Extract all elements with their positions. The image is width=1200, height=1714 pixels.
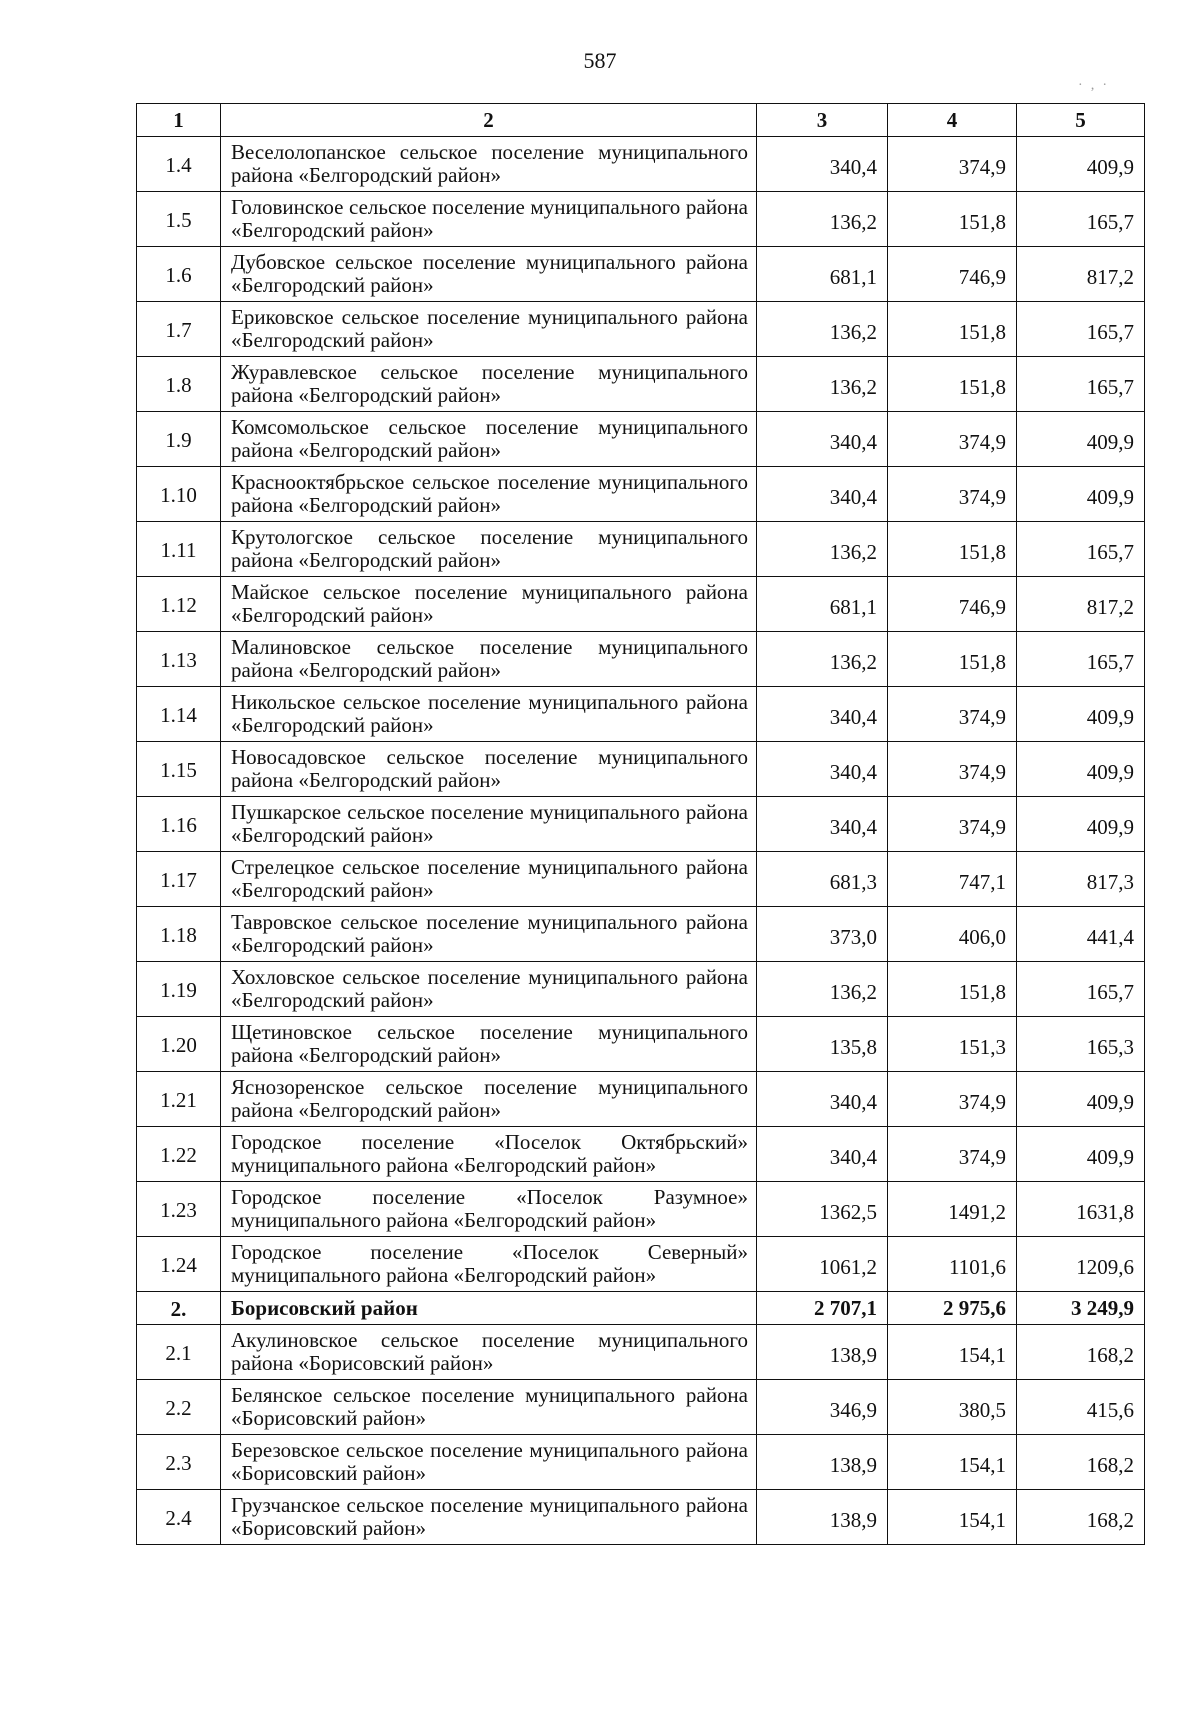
row-value-col-5: 409,9 xyxy=(1017,797,1145,852)
row-number: 1.4 xyxy=(137,137,221,192)
row-value-col-4: 151,8 xyxy=(888,302,1017,357)
header-row xyxy=(137,104,1145,137)
row-name: Головинское сельское поселение муниципального района «Белгородский район» xyxy=(221,192,757,247)
table-row xyxy=(137,357,1145,412)
table-row xyxy=(137,137,1145,192)
row-value-col-5: 409,9 xyxy=(1017,137,1145,192)
row-number: 1.15 xyxy=(137,742,221,797)
row-number: 2.1 xyxy=(137,1325,221,1380)
row-value-col-4: 374,9 xyxy=(888,742,1017,797)
row-number: 1.6 xyxy=(137,247,221,302)
row-number: 1.7 xyxy=(137,302,221,357)
row-name: Яснозоренское сельское поселение муниципального района «Белгородский район» xyxy=(221,1072,757,1127)
row-value-col-3: 340,4 xyxy=(757,687,888,742)
row-name: Краснооктябрьское сельское поселение муниципального района «Белгородский район» xyxy=(221,467,757,522)
row-value-col-3: 136,2 xyxy=(757,192,888,247)
row-value-col-3: 346,9 xyxy=(757,1380,888,1435)
row-number: 1.8 xyxy=(137,357,221,412)
row-name: Хохловское сельское поселение муниципального района «Белгородский район» xyxy=(221,962,757,1017)
row-value-col-3: 340,4 xyxy=(757,797,888,852)
row-value-col-5: 165,7 xyxy=(1017,632,1145,687)
row-value-col-4: 151,3 xyxy=(888,1017,1017,1072)
row-number: 1.20 xyxy=(137,1017,221,1072)
row-value-col-4: 151,8 xyxy=(888,632,1017,687)
row-value-col-3: 136,2 xyxy=(757,522,888,577)
row-number: 1.13 xyxy=(137,632,221,687)
row-value-col-5: 817,2 xyxy=(1017,247,1145,302)
row-value-col-5: 168,2 xyxy=(1017,1435,1145,1490)
table-row xyxy=(137,1127,1145,1182)
row-value-col-5: 168,2 xyxy=(1017,1325,1145,1380)
table-header xyxy=(137,104,1145,137)
row-number: 1.21 xyxy=(137,1072,221,1127)
row-value-col-4: 374,9 xyxy=(888,1072,1017,1127)
scan-artifact: · ‚ · xyxy=(1078,78,1109,93)
row-value-col-5: 165,7 xyxy=(1017,522,1145,577)
row-value-col-5: 409,9 xyxy=(1017,687,1145,742)
table-row xyxy=(137,1325,1145,1380)
row-value-col-4: 746,9 xyxy=(888,247,1017,302)
row-value-col-5: 1631,8 xyxy=(1017,1182,1145,1237)
row-value-col-5: 409,9 xyxy=(1017,742,1145,797)
row-value-col-3: 681,1 xyxy=(757,577,888,632)
table-row xyxy=(137,577,1145,632)
row-number: 1.11 xyxy=(137,522,221,577)
row-number: 2.4 xyxy=(137,1490,221,1545)
row-value-col-4: 2 975,6 xyxy=(888,1292,1017,1325)
row-value-col-3: 681,3 xyxy=(757,852,888,907)
table-row xyxy=(137,1435,1145,1490)
row-value-col-3: 136,2 xyxy=(757,357,888,412)
row-value-col-4: 374,9 xyxy=(888,137,1017,192)
row-value-col-5: 409,9 xyxy=(1017,1127,1145,1182)
table-row xyxy=(137,962,1145,1017)
row-number: 1.12 xyxy=(137,577,221,632)
row-value-col-5: 165,3 xyxy=(1017,1017,1145,1072)
row-value-col-3: 340,4 xyxy=(757,1072,888,1127)
table-row xyxy=(137,247,1145,302)
row-number: 1.5 xyxy=(137,192,221,247)
row-name: Малиновское сельское поселение муниципального района «Белгородский район» xyxy=(221,632,757,687)
row-value-col-5: 1209,6 xyxy=(1017,1237,1145,1292)
table-row xyxy=(137,852,1145,907)
row-value-col-4: 154,1 xyxy=(888,1435,1017,1490)
table-row xyxy=(137,797,1145,852)
row-name: Новосадовское сельское поселение муниципального района «Белгородский район» xyxy=(221,742,757,797)
row-number: 1.24 xyxy=(137,1237,221,1292)
row-name: Щетиновское сельское поселение муниципального района «Белгородский район» xyxy=(221,1017,757,1072)
table-row xyxy=(137,1380,1145,1435)
row-value-col-3: 2 707,1 xyxy=(757,1292,888,1325)
row-name: Городское поселение «Поселок Разумное» муниципального района «Белгородский район» xyxy=(221,1182,757,1237)
row-name: Стрелецкое сельское поселение муниципального района «Белгородский район» xyxy=(221,852,757,907)
row-value-col-5: 168,2 xyxy=(1017,1490,1145,1545)
row-value-col-4: 374,9 xyxy=(888,1127,1017,1182)
row-value-col-5: 3 249,9 xyxy=(1017,1292,1145,1325)
table-row xyxy=(137,522,1145,577)
table-body xyxy=(137,137,1145,1545)
row-name: Дубовское сельское поселение муниципального района «Белгородский район» xyxy=(221,247,757,302)
row-value-col-3: 340,4 xyxy=(757,1127,888,1182)
row-value-col-4: 746,9 xyxy=(888,577,1017,632)
row-number: 1.18 xyxy=(137,907,221,962)
row-name: Городское поселение «Поселок Октябрьский» муниципального района «Белгородский район» xyxy=(221,1127,757,1182)
row-value-col-4: 380,5 xyxy=(888,1380,1017,1435)
row-value-col-5: 165,7 xyxy=(1017,302,1145,357)
header-col-2: 2 xyxy=(221,104,757,137)
page-number: 587 xyxy=(583,48,617,73)
row-number: 2. xyxy=(137,1292,221,1325)
header-col-5: 5 xyxy=(1017,104,1145,137)
row-value-col-3: 340,4 xyxy=(757,412,888,467)
table-row xyxy=(137,742,1145,797)
table-row xyxy=(137,687,1145,742)
row-value-col-3: 135,8 xyxy=(757,1017,888,1072)
table-row xyxy=(137,302,1145,357)
row-value-col-3: 340,4 xyxy=(757,742,888,797)
table-row xyxy=(137,632,1145,687)
row-value-col-3: 340,4 xyxy=(757,137,888,192)
row-name: Комсомольское сельское поселение муниципального района «Белгородский район» xyxy=(221,412,757,467)
row-name: Веселолопанское сельское поселение муниципального района «Белгородский район» xyxy=(221,137,757,192)
table-row xyxy=(137,1182,1145,1237)
row-value-col-3: 136,2 xyxy=(757,962,888,1017)
row-number: 1.14 xyxy=(137,687,221,742)
table-row xyxy=(137,467,1145,522)
row-name: Никольское сельское поселение муниципального района «Белгородский район» xyxy=(221,687,757,742)
row-value-col-4: 1101,6 xyxy=(888,1237,1017,1292)
row-value-col-5: 165,7 xyxy=(1017,192,1145,247)
row-value-col-3: 138,9 xyxy=(757,1435,888,1490)
row-value-col-3: 136,2 xyxy=(757,302,888,357)
row-value-col-3: 340,4 xyxy=(757,467,888,522)
table-row xyxy=(137,1017,1145,1072)
row-value-col-5: 409,9 xyxy=(1017,467,1145,522)
table-row xyxy=(137,907,1145,962)
row-number: 1.10 xyxy=(137,467,221,522)
row-number: 1.9 xyxy=(137,412,221,467)
table-row xyxy=(137,1490,1145,1545)
row-value-col-3: 1362,5 xyxy=(757,1182,888,1237)
table-row xyxy=(137,412,1145,467)
table-group-row xyxy=(137,1292,1145,1325)
row-value-col-3: 681,1 xyxy=(757,247,888,302)
row-name: Грузчанское сельское поселение муниципального района «Борисовский район» xyxy=(221,1490,757,1545)
table-row xyxy=(137,1237,1145,1292)
row-value-col-4: 374,9 xyxy=(888,797,1017,852)
row-number: 1.22 xyxy=(137,1127,221,1182)
row-value-col-5: 441,4 xyxy=(1017,907,1145,962)
row-value-col-4: 1491,2 xyxy=(888,1182,1017,1237)
row-value-col-4: 406,0 xyxy=(888,907,1017,962)
row-value-col-4: 151,8 xyxy=(888,962,1017,1017)
row-name: Майское сельское поселение муниципального района «Белгородский район» xyxy=(221,577,757,632)
row-value-col-5: 165,7 xyxy=(1017,357,1145,412)
row-value-col-4: 151,8 xyxy=(888,522,1017,577)
row-value-col-5: 817,3 xyxy=(1017,852,1145,907)
header-col-1: 1 xyxy=(137,104,221,137)
row-value-col-4: 154,1 xyxy=(888,1325,1017,1380)
row-value-col-3: 373,0 xyxy=(757,907,888,962)
row-name: Борисовский район xyxy=(221,1292,757,1325)
row-name: Березовское сельское поселение муниципального района «Борисовский район» xyxy=(221,1435,757,1490)
row-name: Акулиновское сельское поселение муниципального района «Борисовский район» xyxy=(221,1325,757,1380)
budget-table-container xyxy=(136,103,1144,1545)
row-name: Ериковское сельское поселение муниципального района «Белгородский район» xyxy=(221,302,757,357)
row-value-col-5: 165,7 xyxy=(1017,962,1145,1017)
row-name: Крутологское сельское поселение муниципального района «Белгородский район» xyxy=(221,522,757,577)
row-value-col-3: 1061,2 xyxy=(757,1237,888,1292)
row-number: 1.16 xyxy=(137,797,221,852)
row-value-col-4: 747,1 xyxy=(888,852,1017,907)
row-value-col-3: 138,9 xyxy=(757,1490,888,1545)
header-col-4: 4 xyxy=(888,104,1017,137)
row-name: Пушкарское сельское поселение муниципального района «Белгородский район» xyxy=(221,797,757,852)
row-number: 1.23 xyxy=(137,1182,221,1237)
row-value-col-4: 154,1 xyxy=(888,1490,1017,1545)
row-value-col-4: 374,9 xyxy=(888,467,1017,522)
row-value-col-4: 374,9 xyxy=(888,687,1017,742)
row-name: Белянское сельское поселение муниципального района «Борисовский район» xyxy=(221,1380,757,1435)
row-name: Журавлевское сельское поселение муниципального района «Белгородский район» xyxy=(221,357,757,412)
row-number: 1.19 xyxy=(137,962,221,1017)
row-number: 2.3 xyxy=(137,1435,221,1490)
row-value-col-3: 138,9 xyxy=(757,1325,888,1380)
row-value-col-5: 415,6 xyxy=(1017,1380,1145,1435)
row-number: 2.2 xyxy=(137,1380,221,1435)
row-value-col-4: 151,8 xyxy=(888,357,1017,412)
row-value-col-5: 817,2 xyxy=(1017,577,1145,632)
row-value-col-4: 151,8 xyxy=(888,192,1017,247)
row-value-col-4: 374,9 xyxy=(888,412,1017,467)
table-row xyxy=(137,1072,1145,1127)
table-row xyxy=(137,192,1145,247)
row-name: Городское поселение «Поселок Северный» муниципального района «Белгородский район» xyxy=(221,1237,757,1292)
header-col-3: 3 xyxy=(757,104,888,137)
row-number: 1.17 xyxy=(137,852,221,907)
row-value-col-3: 136,2 xyxy=(757,632,888,687)
row-value-col-5: 409,9 xyxy=(1017,1072,1145,1127)
row-name: Тавровское сельское поселение муниципального района «Белгородский район» xyxy=(221,907,757,962)
budget-table xyxy=(136,103,1145,1545)
row-value-col-5: 409,9 xyxy=(1017,412,1145,467)
